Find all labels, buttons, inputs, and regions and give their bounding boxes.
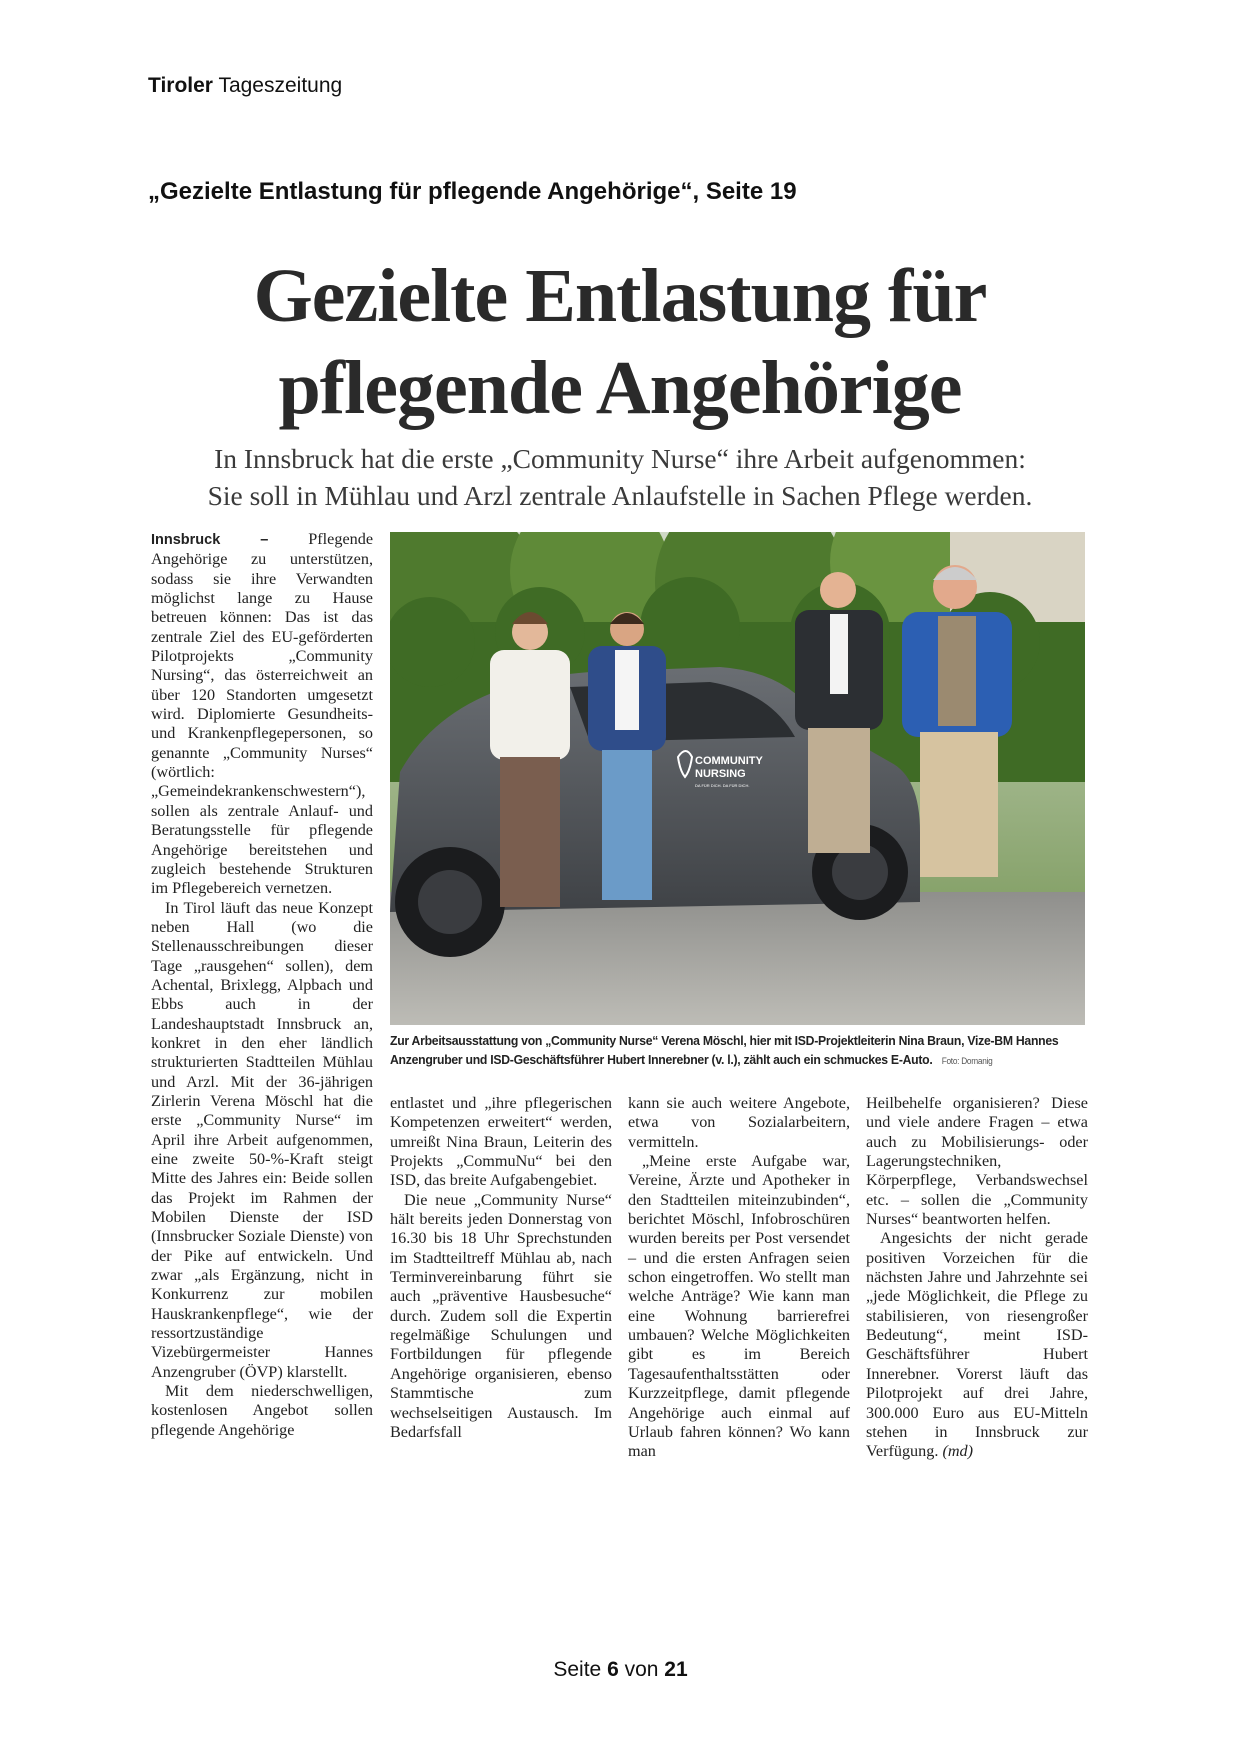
current-page: 6 xyxy=(607,1658,619,1681)
paragraph: In Tirol läuft das neue Konzept neben Hall (wo die Stellenausschreibungen dieser Tage „rausgehen“ sollen), dem Achental, Brixlegg, Alpbach und Ebbs auch in der Landeshauptstadt Innsbruck an, konkret in den eher ländlich strukturierten Stadtteilen Mühlau und Arzl. Mit der 36-jährigen Zirlerin Verena Möschl hat die erste „Community Nurse“ im April ihre Arbeit aufgenommen, eine zweite 50-%-Kraft steigt Mitte des Jahres ein: Beide sollen das Projekt im Rahmen der Mobilen Dienste der ISD (Innsbrucker Soziale Dienste) von der Pike auf entwickeln. Und zwar „als Ergänzung, nicht in Konkurrenz zur mobilen Hauskrankenpflege“, wie der ressortzuständige Vizebürgermeister Hannes Anzengruber (ÖVP) klarstellt. xyxy=(151,898,373,1381)
footer-of: von xyxy=(624,1658,659,1681)
article-column-4 xyxy=(866,1094,1088,1462)
paragraph: Heilbehelfe organisieren? Diese und viele andere Fragen – etwa auch zu Mobilisierungs- oder Lagerungstechniken, Körperpflege, Verbandswechsel etc. – sollen die „Community Nurses“ beantworten helfen. xyxy=(866,1094,1088,1229)
headline-line: Gezielte Entlastung für xyxy=(253,254,987,338)
car-logo-text: NURSING xyxy=(695,768,746,780)
article-column-1 xyxy=(151,530,373,1440)
publication-name xyxy=(148,74,342,98)
dateline: Innsbruck – xyxy=(151,532,269,548)
paragraph xyxy=(866,1229,1088,1461)
subhead-line: In Innsbruck hat die erste „Community Nurse“ ihre Arbeit aufgenommen: xyxy=(214,443,1026,474)
person-1 xyxy=(490,612,570,907)
photo-caption xyxy=(390,1031,1089,1071)
article-reference: „Gezielte Entlastung für pflegende Angehörige“, Seite 19 xyxy=(148,178,797,205)
paragraph xyxy=(151,530,373,899)
person-3 xyxy=(795,572,883,853)
headline-line: pflegende Angehörige xyxy=(278,346,962,430)
car-logo-text: COMMUNITY xyxy=(695,755,763,767)
total-pages: 21 xyxy=(664,1658,688,1681)
paragraph-text: Angesichts der nicht gerade positiven Vorzeichen für die nächsten Jahre und Jahrzehnte sei „jede Möglichkeit, die Pflege zu stabilisieren, von riesengroßer Bedeutung“, meint ISD-Geschäftsführer Hubert Innerebner. Vorerst läuft das Pilotprojekt auf drei Jahre, 300.000 Euro aus EU-Mitteln stehen in Innsbruck zur Verfügung. xyxy=(866,1229,1088,1461)
publication-name-rest: Tageszeitung xyxy=(218,74,343,97)
subheadline xyxy=(150,440,1090,514)
publication-name-bold: Tiroler xyxy=(148,74,213,97)
paragraph: entlastet und „ihre pflegerischen Kompetenzen erweitert“ werden, umreißt Nina Braun, Leiterin des Projekts „CommuNu“ bei den ISD, das breite Aufgabengebiet. xyxy=(390,1094,612,1190)
article-column-3 xyxy=(628,1094,850,1462)
author-signature: (md) xyxy=(942,1442,974,1461)
footer-prefix: Seite xyxy=(553,1658,602,1681)
subhead-line: Sie soll in Mühlau und Arzl zentrale Anlaufstelle in Sachen Pflege werden. xyxy=(207,480,1033,511)
car-logo-tagline: DA FÜR DICH. DA FÜR DICH. xyxy=(695,783,750,788)
article-photo xyxy=(390,532,1085,1025)
paragraph: kann sie auch weitere Angebote, etwa von Sozialarbeitern, vermitteln. xyxy=(628,1094,850,1151)
article-column-2 xyxy=(390,1094,612,1442)
paragraph: Mit dem niederschwelligen, kostenlosen Angebot sollen pflegende Angehörige xyxy=(151,1382,373,1439)
headline xyxy=(150,250,1090,434)
photo-credit: Foto: Domanig xyxy=(941,1056,993,1066)
caption-text: Zur Arbeitsausstattung von „Community Nurse“ Verena Möschl, hier mit ISD-Projektleiterin Nina Braun, Vize-BM Hannes Anzengruber und ISD-Geschäftsführer Hubert Innerebner (v. l.), zählt auch ein schmuckes E-Auto. xyxy=(390,1033,1059,1067)
photo-illustration xyxy=(390,532,1085,1025)
paragraph: Die neue „Community Nurse“ hält bereits jeden Donnerstag von 16.30 bis 18 Uhr Sprechstunden im Stadtteiltreff Mühlau ab, nach Terminvereinbarung führt sie auch „präventive Hausbesuche“ durch. Zudem soll die Expertin regelmäßige Schulungen und Fortbildungen für pflegende Angehörige organisieren, ebenso Stammtische zum wechselseitigen Austausch. Im Bedarfsfall xyxy=(390,1190,612,1441)
page-footer xyxy=(0,1658,1241,1682)
paragraph: „Meine erste Aufgabe war, Vereine, Ärzte und Apotheker in den Stadtteilen miteinzubinden“, berichtet Möschl, Infobroschüren wurden bereits per Post versendet – und die ersten Anfragen seien schon eingetroffen. Wo stellt man welche Anträge? Wie kann man eine Wohnung barrierefrei umbauen? Welche Möglichkeiten gibt es im Bereich Tagesaufenthaltsstätten oder Kurzzeitpflege, damit pflegende Angehörige auch einmal auf Urlaub fahren können? Wo kann man xyxy=(628,1152,850,1461)
paragraph-text: Pflegende Angehörige zu unterstützen, sodass sie ihre Verwandten möglichst lange zu Hause betreuen können: Das ist das zentrale Ziel des EU-geförderten Pilotprojekts „Community Nursing“, das österreichweit an über 120 Standorten umgesetzt wird. Diplomierte Gesundheits- und Krankenpflegepersonen, so genannte „Community Nurses“ (wörtlich: „Gemeindekrankenschwestern“), sollen als zentrale Anlauf- und Beratungsstelle für pflegende Angehörige bereitstehen und zugleich bestehende Strukturen im Pflegebereich vernetzen. xyxy=(151,530,374,898)
